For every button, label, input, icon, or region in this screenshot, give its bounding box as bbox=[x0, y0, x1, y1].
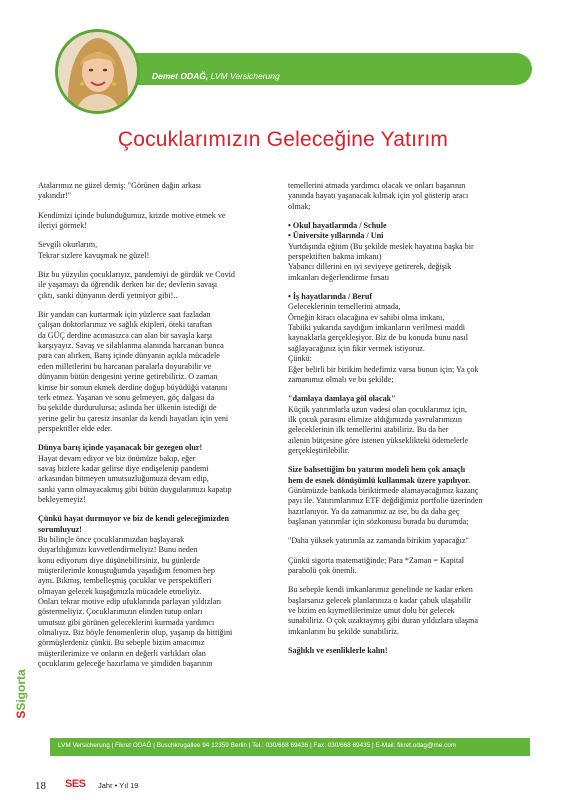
author-name: Demet ODAĞ, bbox=[152, 71, 209, 81]
paragraph: Kendimizi içinde bulunduğumuz, krizde motive etmek ve ileriyi görmek! bbox=[38, 210, 226, 231]
paragraph-text: Geleceklerinin temellerini atmada, Örneğin kiracı olacağına ev sahibi olma imkanı, Tabiiki yukarıda saydığım imkanların verilmesi maddi kaynaklarla gerçekleşiyor. Biz de bu konuda bunu nasıl sağlayacağınız için fikir vermek istiyoruz. Çünkü: Eğer belirli bir birikim hedefimiz varsa bunun için; Ya çok zamanımız olmalı ve bu şekilde; bbox=[288, 302, 479, 384]
paragraph: Bir yandan can kurtarmak için yüzlerce saat fazladan çalışan doktorlarımız ve sağlık ekipleri, öteki taraftan da GÜÇ derdine acımasızca can alan bir savaşla karşı karşıyayız. Savaş ve silahlanma alanında harcanan bunca para can alırken, Barış içinde dünyanın açıkla mücadele eden milletlerini bu harcanan paralarla doyurabilir ve dünyanın bütün dengesini yerine getirebiliriz. O zaman kimse bir somun ekmek derdine doğup büyüdüğü vatanını terk etmez. Yaşanan ve sonu gelmeyen, göç dalgası da bu şekilde durdurulursa; aslında her ülkenin istediği de yerine gelir bu çaresiz insanlar da kendi hayatları için yeni perspektifler elde eder. bbox=[38, 310, 229, 433]
paragraph: "Daha yüksek yatırımla az zamanda birikim yapacağız" bbox=[288, 536, 469, 546]
author-line bbox=[152, 71, 280, 81]
issue-label: Jahr • Yıl 19 bbox=[98, 781, 139, 790]
article-right-column bbox=[288, 181, 533, 665]
paragraph-text: Küçük yatırımlarla uzun vadesi olan çocuklarımız için, ilk çocuk parasını elimize aldığımızda yavrularımızın geleceklerinin ilk temellerini atabiliriz. Bu da her ailenin bütçesine göre istenen yükseklikteki ödemelerle gerçekleştirilebilir. bbox=[288, 404, 469, 455]
article-title: Çocuklarımızın Geleceğine Yatırım bbox=[117, 128, 449, 151]
side-tab-prefix: S bbox=[14, 710, 28, 719]
paragraph: Bu sebeple kendi imkanlarımız genelinde ne kadar erken başlarsanız gelecek planlarınıza o kadar çabuk ulaşabilir ve bizim en kıymetlilerimize umut dolu bir gelecek sunabiliriz. O çok uzaktaymış gibi duran yıldızlara ulaşma imkanlarını bu şekilde sunabiliriz. bbox=[288, 585, 478, 636]
side-tab bbox=[12, 664, 30, 724]
paragraph-heading: Size bahsettiğim bu yatırım modeli hem çok amaçlı hem de esnek dönüşümlü kullanmak üzere yapılıyor. bbox=[288, 465, 471, 485]
paragraph: Çünkü sigorta matematiğinde; Para *Zaman = Kapital parabolü çok önemli. bbox=[288, 555, 465, 575]
paragraph: Sevgili okurlarım, Tekrar sizlere kavuşmak ne güzel! bbox=[38, 240, 150, 260]
author-portrait bbox=[55, 29, 140, 114]
paragraph-text: Günümüzde bankada biriktirmede alamayacağımız kazanç payı ile. Yatırımlarımız ETF değdiğimiz portfolie üzerinden hazırlanıyor. Ya da zamanımız az ise, bu da daha geç başlanan yatırımlar için sözkonusu burada bu durumda; bbox=[288, 485, 483, 526]
paragraph bbox=[288, 394, 533, 456]
paragraph-heading: • İş hayatlarında / Beruf bbox=[288, 292, 373, 302]
author-company: LVM Versicherung bbox=[210, 71, 280, 81]
paragraph bbox=[38, 514, 278, 669]
paragraph: Sağlıklı ve esenliklerle kalın! bbox=[288, 646, 388, 656]
paragraph: Biz bu yüzyılın çocuklarıyız, pandemiyi de gördük ve Covid ile yaşamayı da öğrendik derken bir de; devlerin savaşı çıktı, sanki dünyanın derdi yetmiyor gibi!.. bbox=[38, 270, 235, 300]
paragraph-text: Yurtdışında eğitim (Bu şekilde meslek hayatına başka bir perspektiften bakma imkanı) Yabancı dillerini en iyi seviyeye getirerek, değişik imkanları değerlendirme fırsatı bbox=[288, 241, 474, 282]
paragraph bbox=[288, 465, 533, 527]
paragraph: temellerini atmada yardımcı olacak ve onları başarının yanında hayatı yaşanacak kılmak için yol gösterip aracı olmak; bbox=[288, 181, 469, 211]
ses-logo: SES bbox=[65, 778, 86, 790]
paragraph-heading: Dünya barış içinde yaşanacak bir gezegen olur! bbox=[38, 443, 203, 453]
paragraph-heading: • Okul hayatlarında / Schule • Üniversite yıllarında / Uni bbox=[288, 221, 387, 241]
paragraph bbox=[288, 292, 533, 385]
paragraph-heading: "damlaya damlaya göl olacak" bbox=[288, 394, 396, 404]
paragraph-text: Hayat devam ediyor ve biz önümüze bakıp, eğer savaş bizlere kadar gelirse diye endişelenip pandemi arkasından bitmeyen umutsuzluğumuza devam edip, sanki yarın olmayacakmış gibi bütün duygularımızı kapatıp bekleyemeyiz! bbox=[38, 453, 232, 504]
page-number: 18 bbox=[35, 780, 46, 792]
article-left-column bbox=[38, 181, 278, 678]
paragraph bbox=[38, 443, 278, 505]
paragraph bbox=[288, 221, 533, 283]
portrait-photo bbox=[58, 32, 137, 111]
paragraph-text: Bu bilinçle önce çocuklarımızdan başlayarak duyarlılığımızı kuvvetlendirmeliyiz! Bunu neden konu ediyorum diye düşünebilirsiniz, bu günlerde müşterilerimle konuştuğumda yaşadığım fenomen hep aynı. Bıkmış, tembelleşmiş çocuklar ve perspektifleri olmayan gelecek kuşağımızla mücadele etmeliyiz. Onları tekrar motive edip ufuklarında parlayan yıldızları göstermeliyiz. Çocuklarımızın elinden tutup onları umutsuz gibi görünen geleceklerini kurmada yardımcı olmalıyız. Biz böyle fenomenlerin olup, yaşanıp da bittiğini görmüşlerdeniz çünkü. Bu sebeple bizim amacımız müşterilerimize ve onların en değerli varlıkları olan çocuklarını geleceğe hazırlama ve şimdiden başarının bbox=[38, 534, 233, 669]
paragraph: Atalarımız ne güzel demiş: "Görünen dağın arkası yakındır!" bbox=[38, 181, 202, 201]
paragraph-heading: Çünkü hayat durmuyor ve biz de kendi geleceğimizden sorumluyuz! bbox=[38, 514, 230, 534]
footer-contact: LVM Versicherung | Fikret ODAĞ | Buschkrugallee 94 12359 Berlin | Tel.: 030/668 69436 | Fax: 030/668 69435 | E-Mail: fikret.odag@me.com bbox=[58, 742, 457, 749]
side-tab-label: Sigorta bbox=[14, 669, 28, 711]
